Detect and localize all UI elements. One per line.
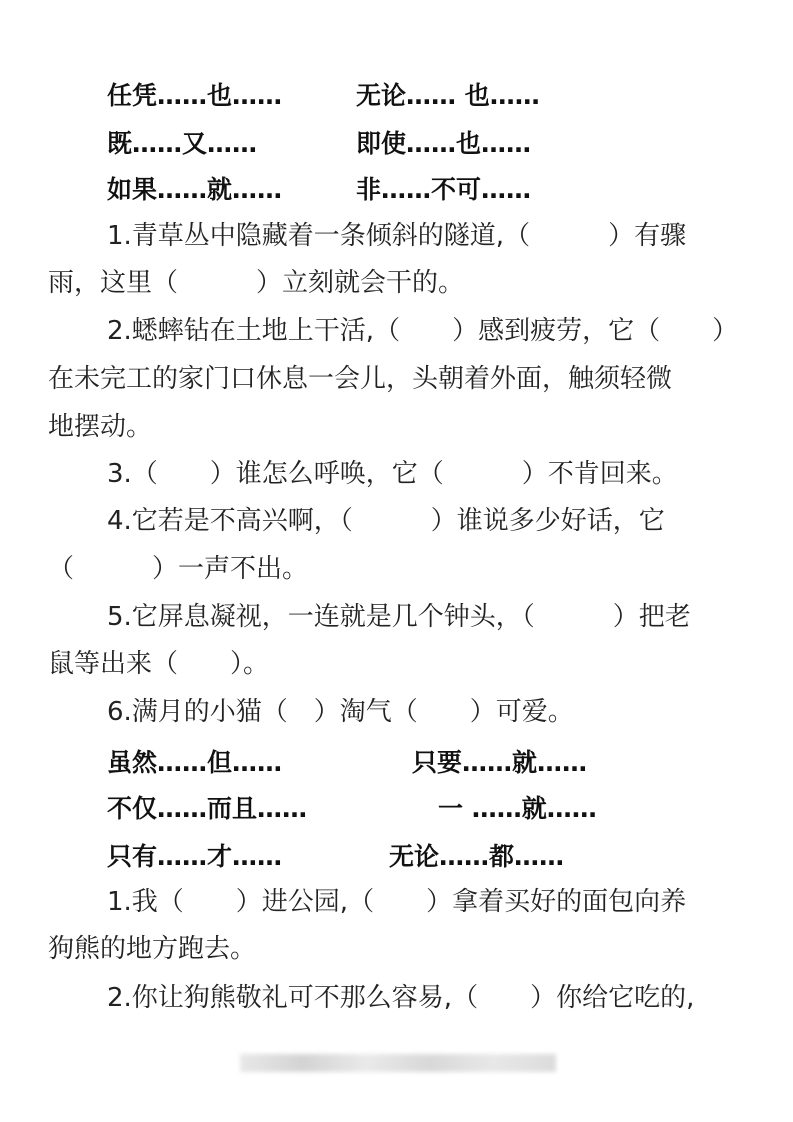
section2-question-1-line-2: 狗熊的地方跑去。 <box>48 934 257 964</box>
blurred-watermark <box>240 1054 556 1072</box>
conjunction-pair-row <box>107 743 627 779</box>
question-2-line-1: 2.蟋蟀钻在土地上干活,（ ）感到疲劳，它（ ） <box>107 316 739 346</box>
question-6-line-1: 6.满月的小猫（ ）淘气（ ）可爱。 <box>107 697 574 727</box>
question-1-line-2: 雨，这里（ ）立刻就会干的。 <box>48 268 465 298</box>
conjunction-pair-row <box>107 789 627 825</box>
question-2-line-2: 在未完工的家门口休息一会儿，头朝着外面，触须轻微 <box>48 364 673 394</box>
conjunction-pair-left: 虽然……但…… <box>107 748 283 777</box>
conjunction-pair-left: 既……又…… <box>107 129 258 158</box>
question-4-line-1: 4.它若是不高兴啊，（ ）谁说多少好话，它 <box>107 506 665 536</box>
conjunction-pair-right: 一 ……就…… <box>438 794 597 823</box>
section2-question-2-line-1: 2.你让狗熊敬礼可不那么容易,（ ）你给它吃的, <box>107 983 695 1013</box>
conjunction-pair-right: 无论…… 也…… <box>356 81 540 110</box>
section2-question-1-line-1: 1.我（ ）进公园,（ ）拿着买好的面包向养 <box>107 887 687 917</box>
question-1-line-1: 1.青草丛中隐藏着一条倾斜的隧道,（ ）有骤 <box>107 221 687 251</box>
conjunction-pair-row <box>107 76 607 112</box>
conjunction-pair-left: 不仅……而且…… <box>107 794 308 823</box>
question-5-line-1: 5.它屏息凝视，一连就是几个钟头，（ ）把老 <box>107 602 691 632</box>
question-4-line-2: （ ）一声不出。 <box>48 554 309 584</box>
conjunction-pair-right: 非……不可…… <box>356 175 532 204</box>
conjunction-pair-left: 任凭……也…… <box>107 81 283 110</box>
conjunction-pair-left: 只有……才…… <box>107 842 283 871</box>
conjunction-pair-right: 无论……都…… <box>389 842 565 871</box>
conjunction-pair-row <box>107 124 607 160</box>
conjunction-pair-row <box>107 837 627 873</box>
question-2-line-3: 地摆动。 <box>48 412 153 442</box>
conjunction-pair-right: 只要……就…… <box>412 748 588 777</box>
question-5-line-2: 鼠等出来（ ）。 <box>48 649 270 679</box>
conjunction-pair-left: 如果……就…… <box>107 175 283 204</box>
conjunction-pair-row <box>107 170 607 206</box>
conjunction-pair-right: 即使……也…… <box>356 129 532 158</box>
question-3-line-1: 3.（ ）谁怎么呼唤，它（ ）不肯回来。 <box>107 459 678 489</box>
